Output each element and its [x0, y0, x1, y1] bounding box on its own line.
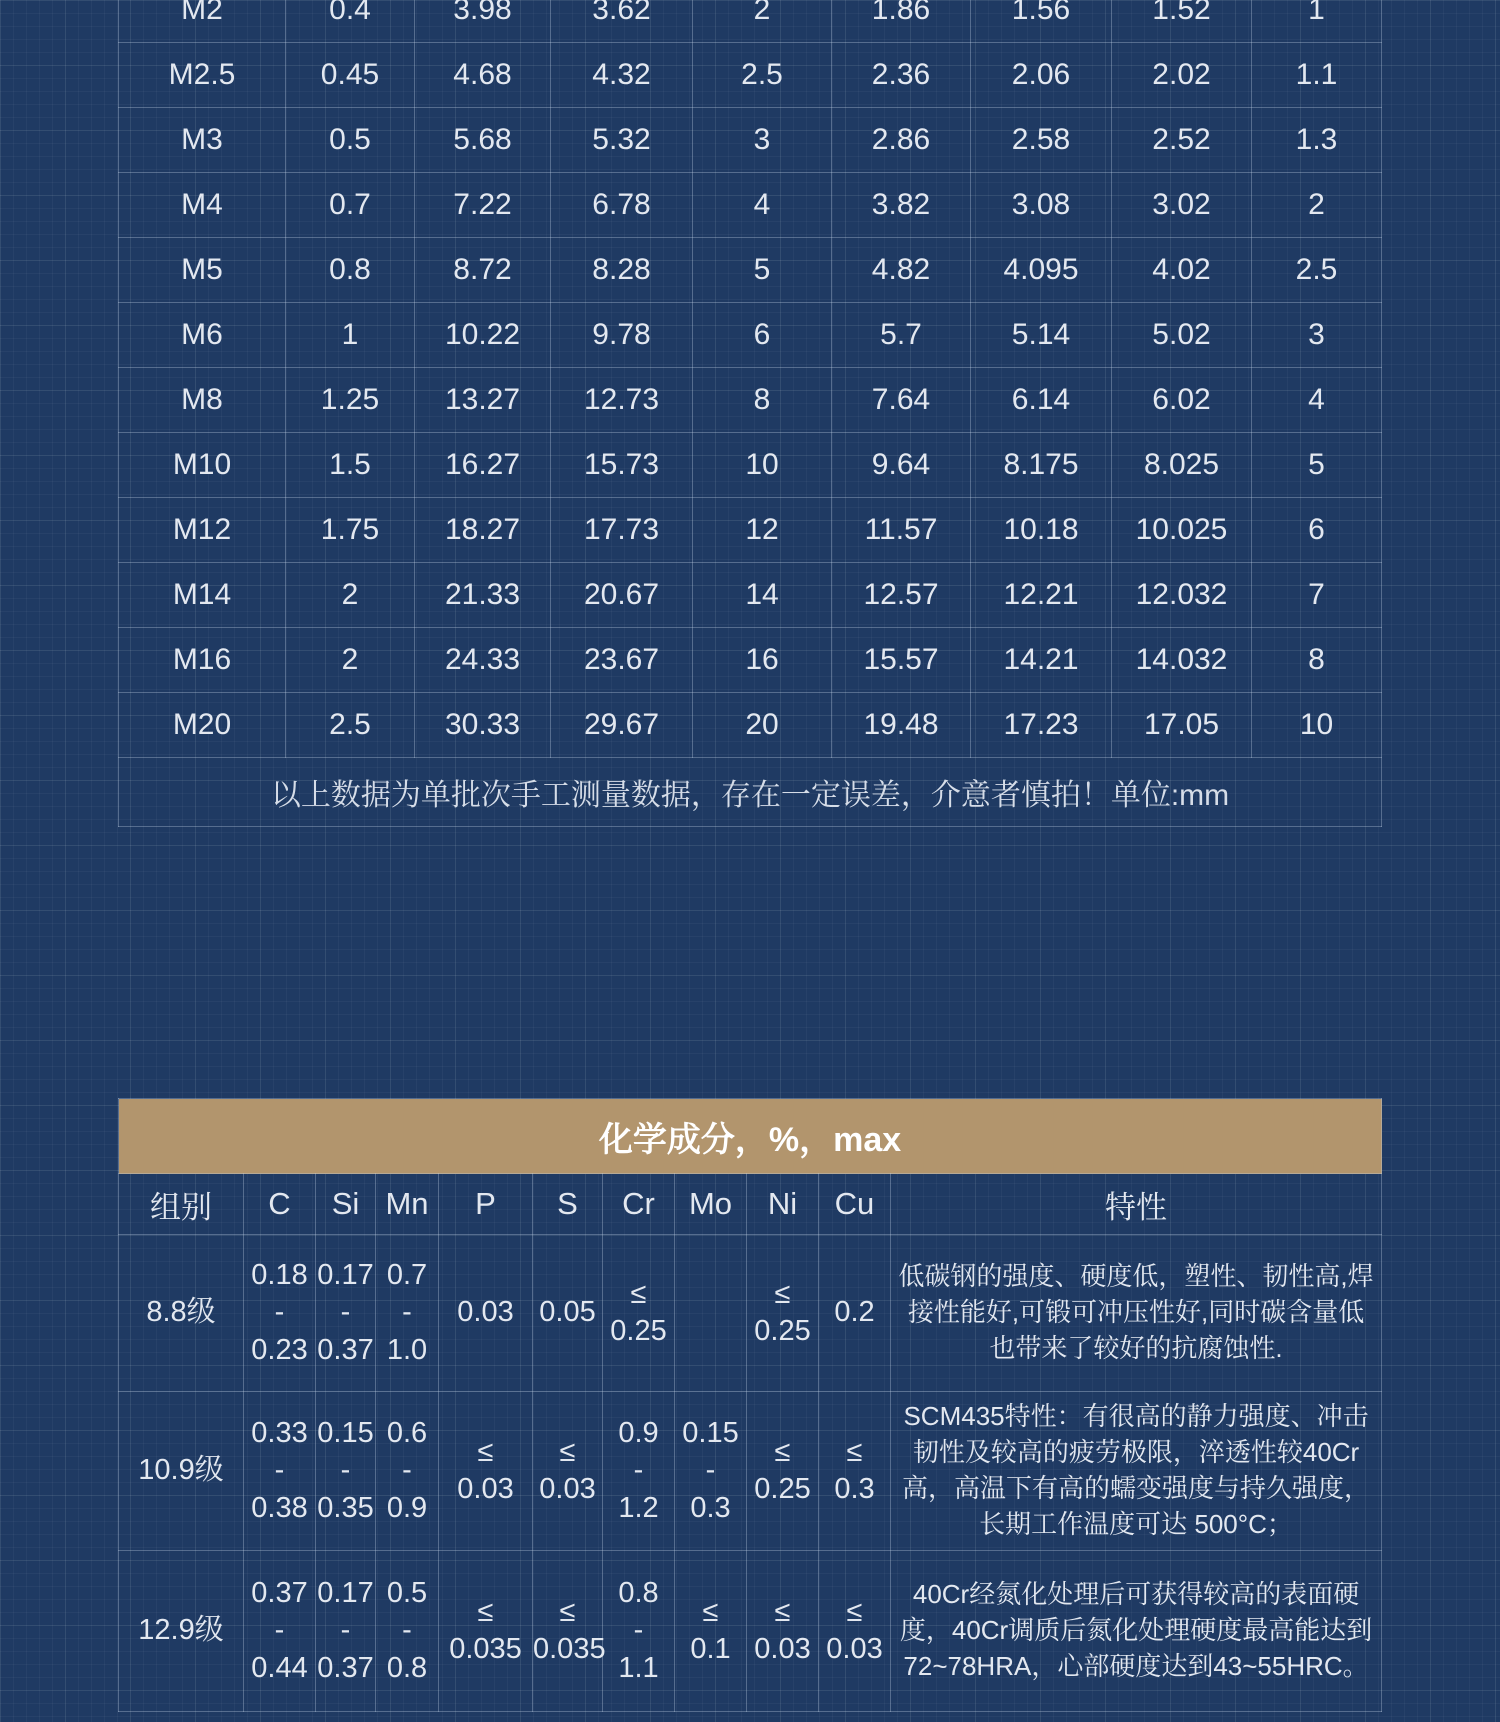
table-row [119, 563, 1382, 628]
composition-cell [675, 1551, 747, 1712]
composition-value: ≤ [774, 1435, 791, 1468]
chemical-composition-table [118, 1098, 1382, 1712]
table-cell: 10 [1252, 693, 1382, 758]
table-cell: 0.4 [286, 0, 415, 43]
table-cell: 7.22 [415, 173, 551, 238]
composition-cell [747, 1235, 819, 1392]
table-cell: 8.175 [971, 433, 1112, 498]
table-cell: 1 [286, 303, 415, 368]
composition-value: 1.0 [386, 1333, 428, 1366]
table-cell: 1.3 [1252, 108, 1382, 173]
composition-value: 0.7 [386, 1259, 428, 1292]
composition-value: ≤ [630, 1277, 647, 1310]
composition-value: - [340, 1614, 351, 1647]
table-row [119, 1551, 1382, 1712]
table-row [119, 303, 1382, 368]
composition-value: 0.035 [533, 1633, 606, 1665]
table-cell: 0.45 [286, 43, 415, 108]
composition-cell [376, 1235, 439, 1392]
table-row [119, 628, 1382, 693]
composition-cell [376, 1551, 439, 1712]
table-cell: M16 [119, 628, 286, 693]
composition-value: 0.17 [317, 1577, 374, 1610]
composition-cell [819, 1235, 891, 1392]
composition-value: 0.03 [539, 1473, 596, 1505]
table-cell: M2 [119, 0, 286, 43]
table-cell: 5.32 [551, 108, 693, 173]
table-row [119, 498, 1382, 563]
table-row [119, 173, 1382, 238]
table-cell: M8 [119, 368, 286, 433]
column-header: Ni [747, 1174, 819, 1235]
table-cell: 8.28 [551, 238, 693, 303]
composition-value: 0.05 [539, 1296, 596, 1329]
composition-value: 0.3 [834, 1473, 875, 1505]
composition-value: 0.23 [251, 1333, 308, 1366]
column-header: S [533, 1174, 603, 1235]
table-cell: 7.64 [832, 368, 971, 433]
table-cell: 23.67 [551, 628, 693, 693]
table-cell: 24.33 [415, 628, 551, 693]
chem-table-title: 化学成分，%，max [119, 1099, 1382, 1174]
column-header: C [244, 1174, 316, 1235]
table-cell: 2.36 [832, 43, 971, 108]
composition-cell [244, 1551, 316, 1712]
composition-cell [603, 1551, 675, 1712]
table-cell: 3 [1252, 303, 1382, 368]
table-cell: 16.27 [415, 433, 551, 498]
table-cell: 21.33 [415, 563, 551, 628]
table-cell: 1.52 [1112, 0, 1252, 43]
column-header: Mo [675, 1174, 747, 1235]
composition-value: - [402, 1296, 412, 1329]
table-cell: 19.48 [832, 693, 971, 758]
composition-value: 0.6 [386, 1417, 428, 1450]
composition-cell [376, 1392, 439, 1551]
composition-value: ≤ [846, 1435, 863, 1468]
table-cell: 12.57 [832, 563, 971, 628]
composition-value: 0.37 [317, 1333, 374, 1366]
table-cell: 12 [693, 498, 832, 563]
table-cell: 5.02 [1112, 303, 1252, 368]
table-cell: 17.05 [1112, 693, 1252, 758]
chem-table-body [119, 1235, 1382, 1712]
table-cell: 8 [693, 368, 832, 433]
table-cell: 12.73 [551, 368, 693, 433]
grade-cell: 12.9级 [119, 1551, 244, 1712]
composition-value: - [633, 1454, 644, 1487]
table-cell: 10.22 [415, 303, 551, 368]
composition-value: 1.1 [618, 1651, 659, 1684]
composition-value: 0.18 [251, 1259, 308, 1292]
table-cell: 2.52 [1112, 108, 1252, 173]
composition-value: 0.44 [251, 1651, 308, 1684]
composition-value: 0.03 [457, 1473, 514, 1505]
table-row [119, 368, 1382, 433]
table-cell: 3.62 [551, 0, 693, 43]
table-cell: 6.14 [971, 368, 1112, 433]
composition-value: 0.33 [251, 1417, 308, 1450]
composition-value: ≤ [774, 1277, 791, 1310]
table-row [119, 1392, 1382, 1551]
composition-value: - [402, 1614, 412, 1647]
composition-cell [316, 1235, 376, 1392]
table-cell: 1.75 [286, 498, 415, 563]
table-cell: 8 [1252, 628, 1382, 693]
table-cell: 5 [693, 238, 832, 303]
table-cell: 0.7 [286, 173, 415, 238]
table-cell: M6 [119, 303, 286, 368]
column-header: Cu [819, 1174, 891, 1235]
composition-value: 0.25 [754, 1473, 811, 1505]
table-cell: 5 [1252, 433, 1382, 498]
table-cell: 2 [286, 628, 415, 693]
composition-value: - [274, 1454, 285, 1487]
composition-cell [819, 1392, 891, 1551]
composition-cell [533, 1392, 603, 1551]
table-cell: 0.8 [286, 238, 415, 303]
spec-note: 以上数据为单批次手工测量数据，存在一定误差，介意者慎拍！单位:mm [119, 758, 1382, 827]
table-cell: 1.1 [1252, 43, 1382, 108]
composition-value: ≤ [702, 1595, 719, 1628]
table-cell: 0.5 [286, 108, 415, 173]
properties-cell: 40Cr经氮化处理后可获得较高的表面硬度，40Cr调质后氮化处理硬度最高能达到72~78HRA，心部硬度达到43~55HRC。 [891, 1551, 1382, 1712]
table-row [119, 0, 1382, 43]
spec-note-row [119, 758, 1382, 827]
table-cell: 8.025 [1112, 433, 1252, 498]
table-cell: 15.57 [832, 628, 971, 693]
grade-cell: 10.9级 [119, 1392, 244, 1551]
composition-cell [747, 1551, 819, 1712]
composition-cell [819, 1551, 891, 1712]
table-cell: 5.7 [832, 303, 971, 368]
table-cell: 4.095 [971, 238, 1112, 303]
composition-value: 0.25 [610, 1315, 667, 1347]
composition-cell [675, 1392, 747, 1551]
table-cell: 5.68 [415, 108, 551, 173]
composition-cell [603, 1392, 675, 1551]
table-cell: 6.02 [1112, 368, 1252, 433]
composition-value: ≤ [774, 1595, 791, 1628]
table-row [119, 433, 1382, 498]
table-cell: 6 [1252, 498, 1382, 563]
table-cell: M12 [119, 498, 286, 563]
composition-value: 0.035 [449, 1633, 522, 1665]
composition-cell [439, 1235, 533, 1392]
table-cell: 29.67 [551, 693, 693, 758]
table-row [119, 43, 1382, 108]
table-cell: 7 [1252, 563, 1382, 628]
composition-value: - [274, 1614, 285, 1647]
table-cell: 5.14 [971, 303, 1112, 368]
table-cell: 2.06 [971, 43, 1112, 108]
composition-value: ≤ [846, 1595, 863, 1628]
table-cell: 2.5 [286, 693, 415, 758]
composition-value: - [633, 1614, 644, 1647]
dimension-spec-table [118, 0, 1382, 827]
table-cell: 3.02 [1112, 173, 1252, 238]
composition-cell [316, 1392, 376, 1551]
composition-cell [603, 1235, 675, 1392]
composition-value: 0.9 [618, 1417, 659, 1450]
composition-value: 0.37 [317, 1651, 374, 1684]
table-row [119, 108, 1382, 173]
composition-value: 0.8 [386, 1651, 428, 1684]
table-cell: 3.82 [832, 173, 971, 238]
chem-header-row [119, 1174, 1382, 1235]
composition-cell [533, 1551, 606, 1712]
table-cell: 4.02 [1112, 238, 1252, 303]
composition-value: 0.17 [317, 1259, 374, 1292]
composition-cell [316, 1551, 376, 1712]
column-header: 特性 [891, 1174, 1382, 1235]
column-header: Si [316, 1174, 376, 1235]
composition-value: 0.9 [386, 1491, 428, 1524]
table-cell: 16 [693, 628, 832, 693]
column-header: Mn [376, 1174, 439, 1235]
table-cell: 3 [693, 108, 832, 173]
table-cell: 2.5 [693, 43, 832, 108]
composition-cell [244, 1235, 316, 1392]
properties-cell: SCM435特性：有很高的静力强度、冲击韧性及较高的疲劳极限，淬透性较40Cr高，高温下有高的蠕变强度与持久强度，长期工作温度可达 500°C； [891, 1392, 1382, 1551]
table-row [119, 238, 1382, 303]
table-cell: 14.21 [971, 628, 1112, 693]
table-cell: 15.73 [551, 433, 693, 498]
composition-value: 0.15 [682, 1417, 739, 1450]
table-row [119, 693, 1382, 758]
table-cell: 2.02 [1112, 43, 1252, 108]
table-cell: M2.5 [119, 43, 286, 108]
composition-value: - [340, 1454, 351, 1487]
composition-value: 0.38 [251, 1491, 308, 1524]
table-cell: 12.21 [971, 563, 1112, 628]
composition-value: - [274, 1296, 285, 1329]
table-cell: 3.98 [415, 0, 551, 43]
composition-value: ≤ [559, 1435, 576, 1468]
composition-value: 0.8 [618, 1577, 659, 1610]
composition-cell [439, 1551, 533, 1712]
composition-value: ≤ [477, 1595, 494, 1628]
grade-cell: 8.8级 [119, 1235, 244, 1392]
table-cell: 13.27 [415, 368, 551, 433]
table-cell: 9.64 [832, 433, 971, 498]
composition-value: 0.37 [251, 1577, 308, 1610]
table-cell: 4.68 [415, 43, 551, 108]
table-cell: 3.08 [971, 173, 1112, 238]
column-header: 组别 [119, 1174, 244, 1235]
table-cell: M3 [119, 108, 286, 173]
table-cell: 1.5 [286, 433, 415, 498]
table-cell: 6 [693, 303, 832, 368]
composition-value: ≤ [477, 1435, 494, 1468]
table-cell: 1 [1252, 0, 1382, 43]
column-header: P [439, 1174, 533, 1235]
table-cell: 2 [1252, 173, 1382, 238]
composition-cell [439, 1392, 533, 1551]
composition-value: 0.2 [834, 1296, 875, 1329]
table-row [119, 1235, 1382, 1392]
table-cell: 10.18 [971, 498, 1112, 563]
composition-value: 0.03 [457, 1296, 514, 1329]
table-cell: 1.56 [971, 0, 1112, 43]
table-cell: 1.25 [286, 368, 415, 433]
table-cell: 17.23 [971, 693, 1112, 758]
table-cell: 9.78 [551, 303, 693, 368]
table-cell: 6.78 [551, 173, 693, 238]
table-cell: 2.5 [1252, 238, 1382, 303]
table-cell: 12.032 [1112, 563, 1252, 628]
table-cell: 10 [693, 433, 832, 498]
composition-value: 0.5 [386, 1577, 428, 1610]
composition-cell [533, 1235, 603, 1392]
composition-value: 0.03 [754, 1633, 811, 1665]
table-cell: 14.032 [1112, 628, 1252, 693]
composition-value: 0.15 [317, 1417, 374, 1450]
table-cell: 2 [693, 0, 832, 43]
table-cell: 10.025 [1112, 498, 1252, 563]
composition-value: 1.2 [618, 1491, 659, 1524]
table-cell: M14 [119, 563, 286, 628]
table-cell: 4 [693, 173, 832, 238]
table-cell: 17.73 [551, 498, 693, 563]
composition-value: - [402, 1454, 412, 1487]
composition-value: 0.35 [317, 1491, 374, 1524]
composition-value: ≤ [559, 1595, 576, 1628]
table-cell: 18.27 [415, 498, 551, 563]
table-cell: 14 [693, 563, 832, 628]
table-cell: 20.67 [551, 563, 693, 628]
composition-value: - [705, 1454, 716, 1487]
spec-table-body [119, 0, 1382, 758]
column-header: Cr [603, 1174, 675, 1235]
table-cell: 8.72 [415, 238, 551, 303]
composition-cell [675, 1235, 747, 1392]
composition-cell [747, 1392, 819, 1551]
composition-value: - [340, 1296, 351, 1329]
table-cell: 4.32 [551, 43, 693, 108]
table-cell: 11.57 [832, 498, 971, 563]
table-cell: 20 [693, 693, 832, 758]
table-cell: M4 [119, 173, 286, 238]
table-cell: 2.58 [971, 108, 1112, 173]
table-cell: 4 [1252, 368, 1382, 433]
table-cell: M5 [119, 238, 286, 303]
table-cell: 30.33 [415, 693, 551, 758]
composition-cell [244, 1392, 316, 1551]
composition-value: 0.25 [754, 1315, 811, 1347]
table-cell: M10 [119, 433, 286, 498]
properties-cell: 低碳钢的强度、硬度低，塑性、韧性高,焊接性能好,可锻可冲压性好,同时碳含量低也带来了较好的抗腐蚀性. [891, 1235, 1382, 1392]
table-cell: 4.82 [832, 238, 971, 303]
table-cell: 2.86 [832, 108, 971, 173]
composition-value: 0.03 [826, 1633, 883, 1665]
composition-value: 0.1 [690, 1633, 731, 1665]
table-cell: M20 [119, 693, 286, 758]
table-cell: 1.86 [832, 0, 971, 43]
composition-value: 0.3 [690, 1491, 731, 1524]
table-cell: 2 [286, 563, 415, 628]
